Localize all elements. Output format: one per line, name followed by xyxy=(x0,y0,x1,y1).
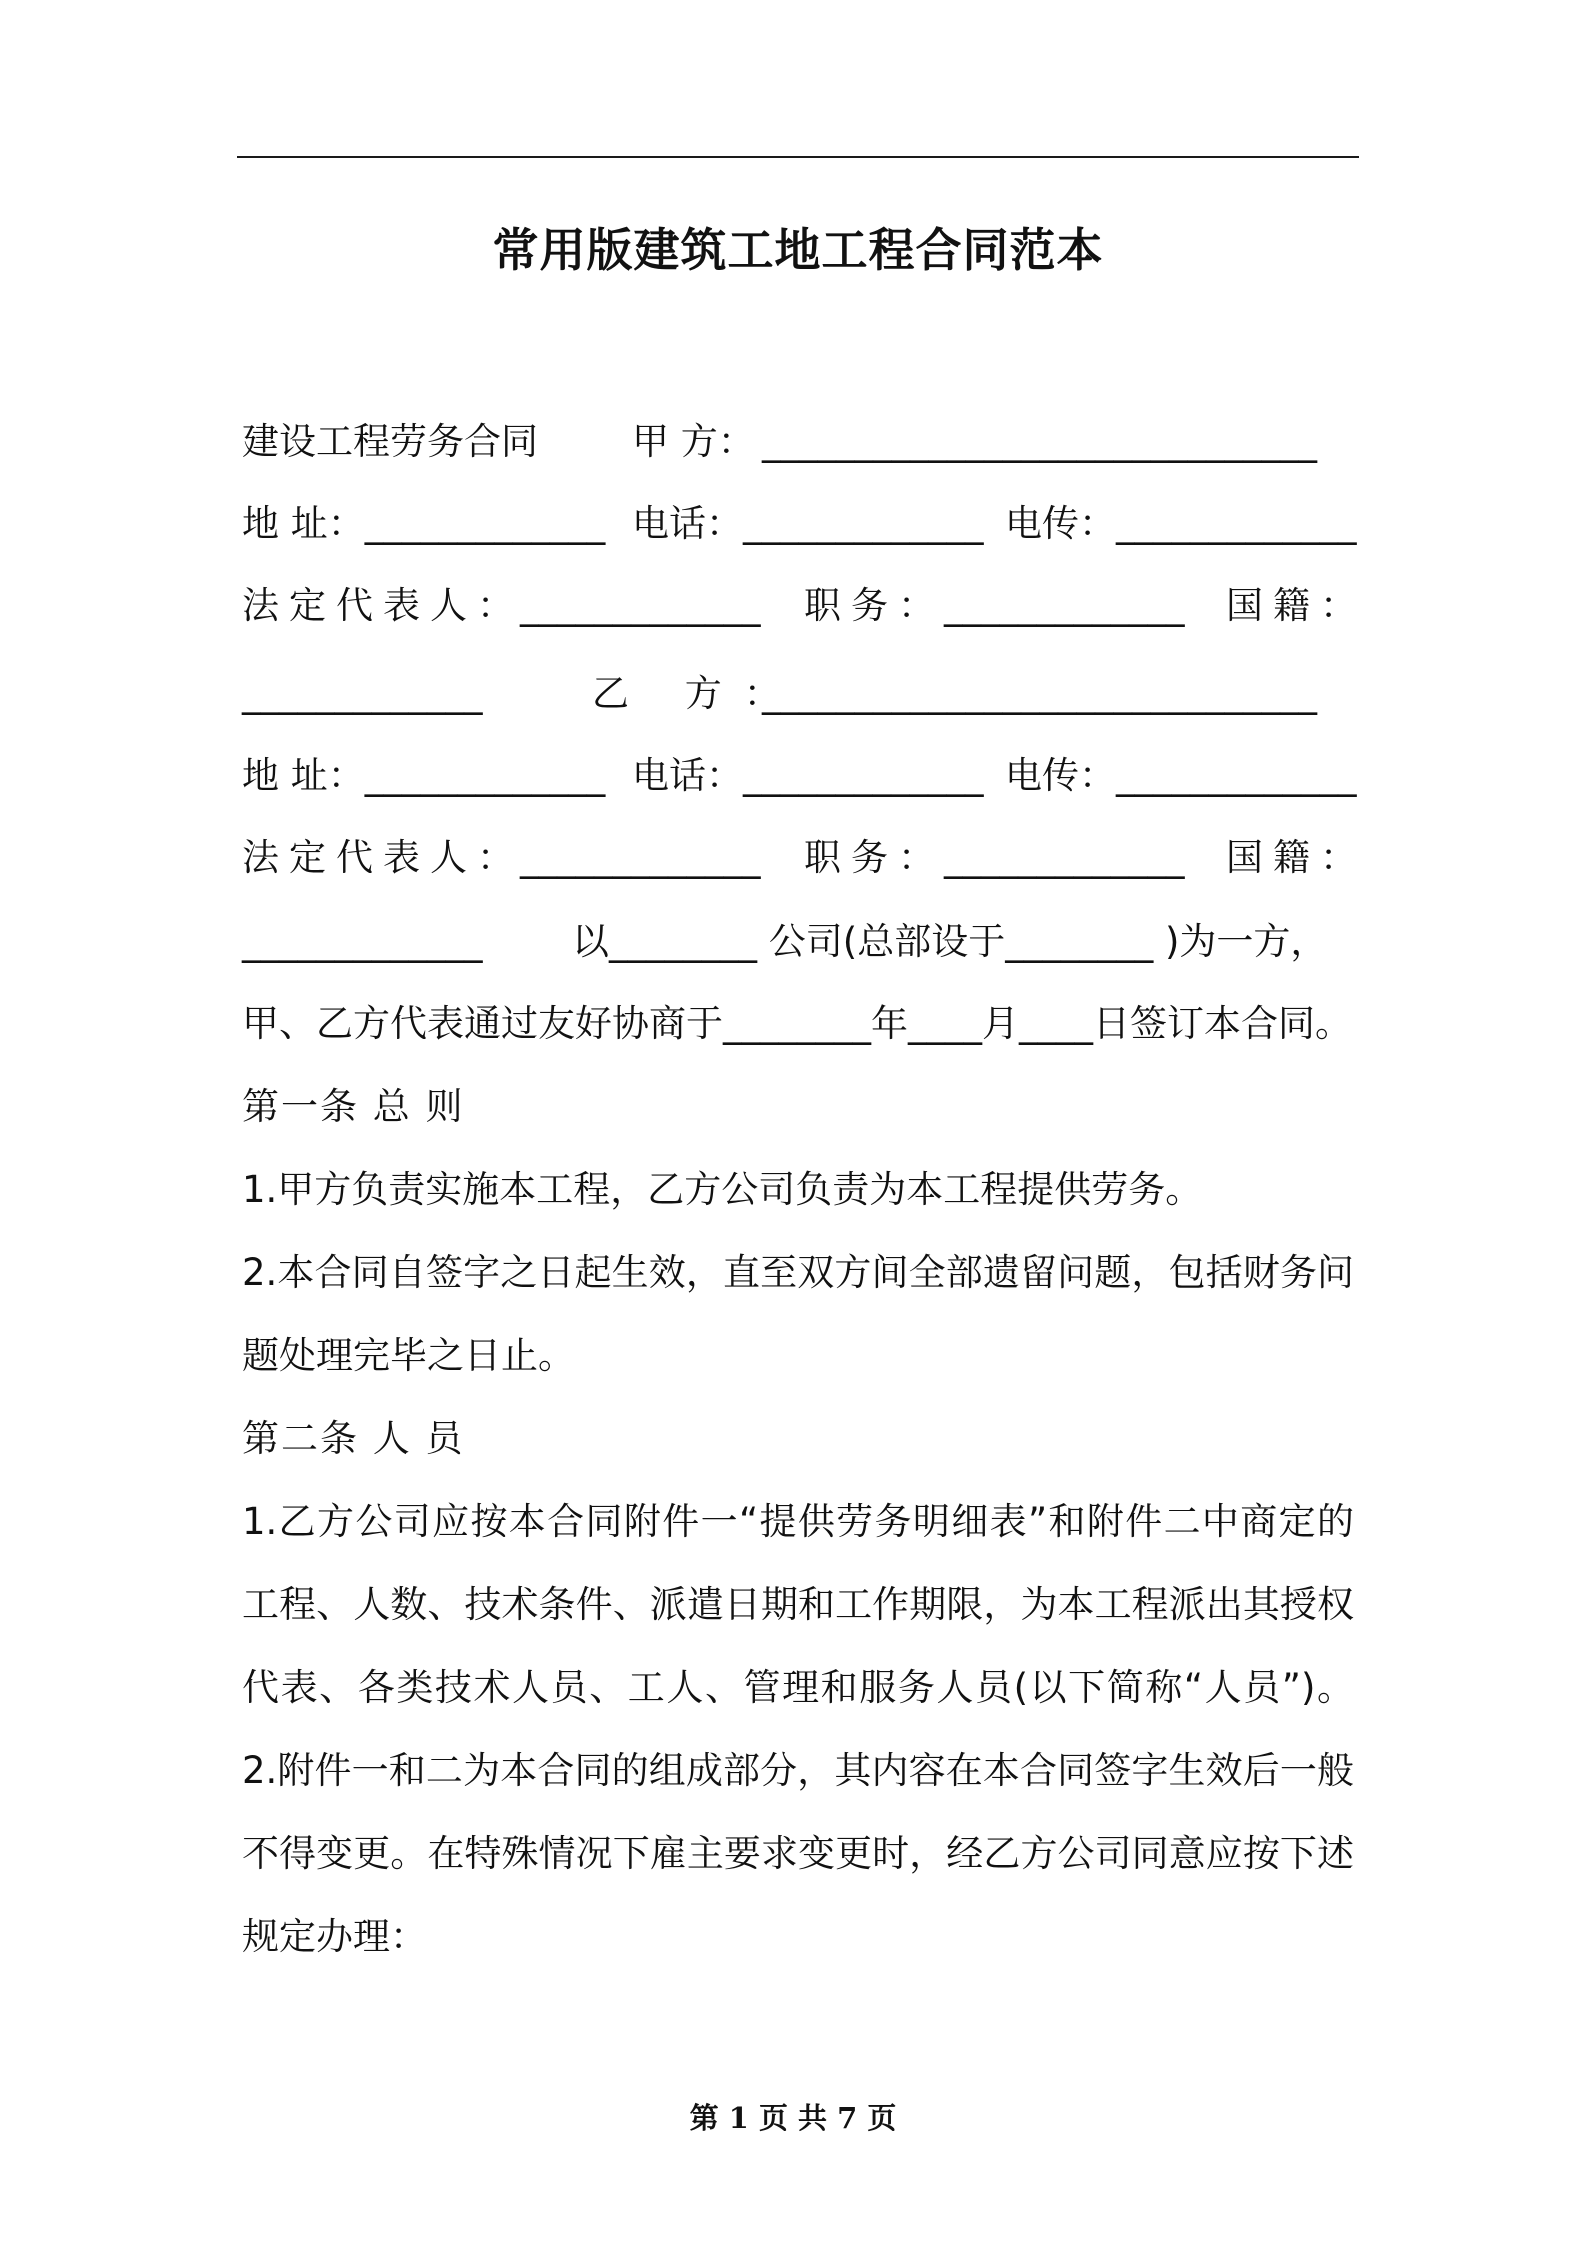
party-b-line xyxy=(242,664,1354,724)
contract-type-label: 建设工程劳务合同 xyxy=(242,420,538,463)
position-blank: _____________ xyxy=(944,584,1185,627)
article-2-clause-1 xyxy=(242,1492,1354,1552)
header-rule xyxy=(237,156,1359,158)
party-a-blank: ______________________________ xyxy=(762,420,1317,463)
party-b-contact-line xyxy=(242,746,1357,806)
party-b-representative-line xyxy=(242,828,1367,888)
fax-field: 电传：_____________ xyxy=(1005,754,1357,797)
nationality-label: 国籍： xyxy=(1226,836,1367,879)
legal-rep-blank: _____________ xyxy=(520,836,761,879)
article-1-clause-2 xyxy=(242,1243,1354,1303)
party-a-representative-line xyxy=(242,576,1367,636)
article-1-clause-2-cont: 题处理完毕之日止。 xyxy=(242,1334,575,1377)
company-clause: 以________ 公司(总部设于________ )为一方， xyxy=(572,920,1328,963)
article-1-heading: 第一条 总 则 xyxy=(242,1085,465,1128)
article-1-clause-1: 1.甲方负责实施本工程，乙方公司负责为本工程提供劳务。 xyxy=(242,1168,1203,1211)
fax-field: 电传：_____________ xyxy=(1005,502,1357,545)
signing-date-line: 甲、乙方代表通过友好协商于________年____月____日签订本合同。 xyxy=(242,1002,1352,1045)
article-2-clause-2-cont xyxy=(242,1824,1354,1884)
legal-rep-blank: _____________ xyxy=(520,584,761,627)
document-title: 常用版建筑工地工程合同范本 xyxy=(492,223,1104,277)
article-2-clause-1-cont xyxy=(242,1658,1354,1718)
position-label: 职务： xyxy=(804,584,945,627)
legal-rep-label: 法定代表人： xyxy=(242,584,524,627)
clause-text: 1.乙方公司应按本合同附件一“提供劳务明细表”和附件二中商定的 xyxy=(242,1500,1354,1543)
position-label: 职务： xyxy=(804,836,945,879)
party-a-contact-line xyxy=(242,494,1357,554)
article-2-clause-2 xyxy=(242,1741,1354,1801)
article-2-clause-1-cont xyxy=(242,1575,1354,1635)
party-a-line xyxy=(242,412,1354,472)
party-b-label: 乙 方： xyxy=(592,672,803,715)
page-number-footer: 第 1 页 共 7 页 xyxy=(689,2101,897,2135)
clause-text: 代表、各类技术人员、工人、管理和服务人员(以下简称“人员”)。 xyxy=(242,1666,1354,1709)
address-field: 地 址：_____________ xyxy=(242,754,606,797)
article-2-clause-2-cont: 规定办理： xyxy=(242,1915,427,1958)
clause-text: 工程、人数、技术条件、派遣日期和工作期限，为本工程派出其授权 xyxy=(242,1583,1354,1626)
party-b-blank: ______________________________ xyxy=(762,672,1317,715)
article-2-heading: 第二条 人 员 xyxy=(242,1417,465,1460)
legal-rep-label: 法定代表人： xyxy=(242,836,524,879)
clause-text: 2.本合同自签字之日起生效，直至双方间全部遗留问题，包括财务问 xyxy=(242,1251,1354,1294)
phone-field: 电话：_____________ xyxy=(632,754,984,797)
phone-field: 电话：_____________ xyxy=(632,502,984,545)
party-a-label: 甲 方： xyxy=(632,420,755,463)
address-field: 地 址：_____________ xyxy=(242,502,606,545)
clause-text: 不得变更。在特殊情况下雇主要求变更时，经乙方公司同意应按下述 xyxy=(242,1832,1354,1875)
nationality-blank: _____________ xyxy=(242,672,483,715)
company-line xyxy=(242,912,1354,972)
nationality-label: 国籍： xyxy=(1226,584,1367,627)
nationality-blank: _____________ xyxy=(242,920,483,963)
clause-text: 2.附件一和二为本合同的组成部分，其内容在本合同签字生效后一般 xyxy=(242,1749,1354,1792)
position-blank: _____________ xyxy=(944,836,1185,879)
